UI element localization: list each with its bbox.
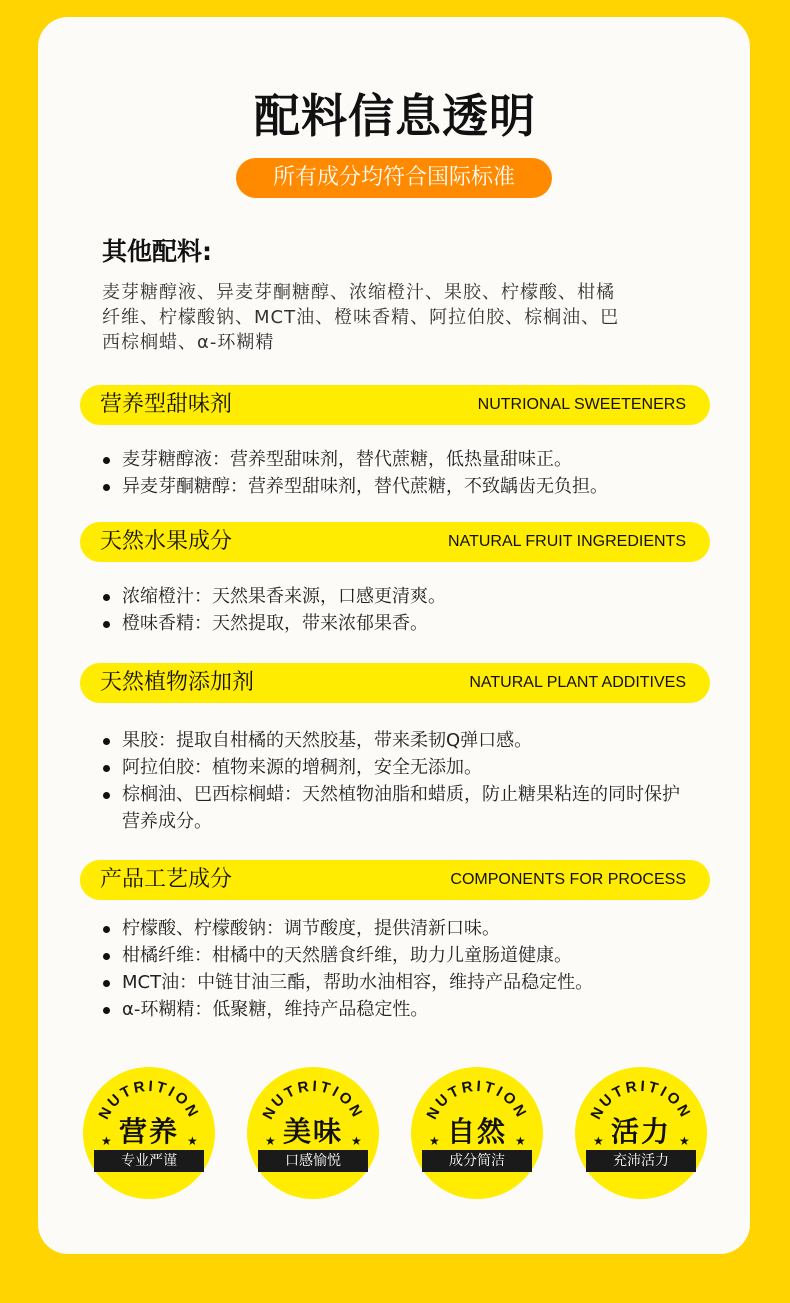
star-icon: ★ (351, 1134, 362, 1148)
list-item: 柑橘纤维：柑橘中的天然膳食纤维，助力儿童肠道健康。 (102, 942, 702, 969)
section-header-sweeteners (80, 385, 710, 425)
other-ingredients-heading: 其他配料: (102, 237, 212, 266)
star-icon: ★ (515, 1134, 526, 1148)
section-header-process (80, 860, 710, 900)
badge-title: 营养 (118, 1115, 179, 1148)
badge-arc-text: NUTRITION (95, 1077, 203, 1123)
section-title-en: COMPONENTS FOR PROCESS (450, 871, 686, 888)
subtitle-pill: 所有成分均符合国际标准 (236, 158, 552, 198)
list-item: α-环糊精：低聚糖，维持产品稳定性。 (102, 996, 702, 1023)
badge-title: 美味 (282, 1115, 343, 1148)
section-title-en: NUTRIONAL SWEETENERS (477, 396, 686, 413)
list-item: 浓缩橙汁：天然果香来源，口感更清爽。 (102, 583, 702, 610)
badge-tag: 成分简洁 (422, 1150, 532, 1172)
section-title-zh: 天然水果成分 (100, 529, 233, 554)
badge-arc-text: NUTRITION (587, 1077, 695, 1123)
list-item: 果胶：提取自柑橘的天然胶基，带来柔韧Q弹口感。 (102, 727, 702, 754)
badge-tag: 专业严谨 (94, 1150, 204, 1172)
list-item: 阿拉伯胶：植物来源的增稠剂，安全无添加。 (102, 754, 702, 781)
other-ingredients-line: 纤维、柠檬酸钠、MCT油、橙味香精、阿拉伯胶、棕榈油、巴 (102, 307, 620, 328)
section-list-plant (102, 727, 702, 835)
badge-tag: 充沛活力 (586, 1150, 696, 1172)
star-icon: ★ (265, 1134, 276, 1148)
other-ingredients-text (102, 280, 702, 355)
section-header-plant (80, 663, 710, 703)
section-title-en: NATURAL PLANT ADDITIVES (469, 674, 686, 691)
list-item: 柠檬酸、柠檬酸钠：调节酸度，提供清新口味。 (102, 915, 702, 942)
badge-nutrition (81, 1065, 217, 1201)
list-item: 麦芽糖醇液：营养型甜味剂，替代蔗糖，低热量甜味正。 (102, 446, 702, 473)
list-item: 异麦芽酮糖醇：营养型甜味剂，替代蔗糖，不致龋齿无负担。 (102, 473, 702, 500)
section-title-zh: 产品工艺成分 (100, 867, 233, 892)
badge-title: 活力 (610, 1115, 671, 1148)
other-ingredients-line: 西棕榈蜡、α-环糊精 (102, 332, 275, 353)
other-ingredients-line: 麦芽糖醇液、异麦芽酮糖醇、浓缩橙汁、果胶、柠檬酸、柑橘 (102, 282, 615, 303)
badge-tag: 口感愉悦 (258, 1150, 368, 1172)
section-title-zh: 营养型甜味剂 (100, 392, 233, 417)
list-item: 棕榈油、巴西棕榈蜡：天然植物油脂和蜡质，防止糖果粘连的同时保护营养成分。 (102, 781, 692, 835)
section-header-fruit (80, 522, 710, 562)
star-icon: ★ (429, 1134, 440, 1148)
badge-title: 自然 (446, 1115, 507, 1148)
list-item: MCT油：中链甘油三酯，帮助水油相容，维持产品稳定性。 (102, 969, 702, 996)
badge-arc-text: NUTRITION (259, 1077, 367, 1123)
badge-vitality (573, 1065, 709, 1201)
star-icon: ★ (101, 1134, 112, 1148)
section-title-zh: 天然植物添加剂 (100, 670, 255, 695)
section-title-en: NATURAL FRUIT INGREDIENTS (448, 533, 686, 550)
section-list-sweeteners (102, 446, 702, 500)
list-item: 橙味香精：天然提取，带来浓郁果香。 (102, 610, 702, 637)
badge-taste (245, 1065, 381, 1201)
section-list-process (102, 915, 702, 1023)
page-title: 配料信息透明 (254, 89, 536, 143)
star-icon: ★ (187, 1134, 198, 1148)
star-icon: ★ (593, 1134, 604, 1148)
star-icon: ★ (679, 1134, 690, 1148)
badge-natural (409, 1065, 545, 1201)
section-list-fruit (102, 583, 702, 637)
badge-arc-text: NUTRITION (423, 1077, 531, 1123)
